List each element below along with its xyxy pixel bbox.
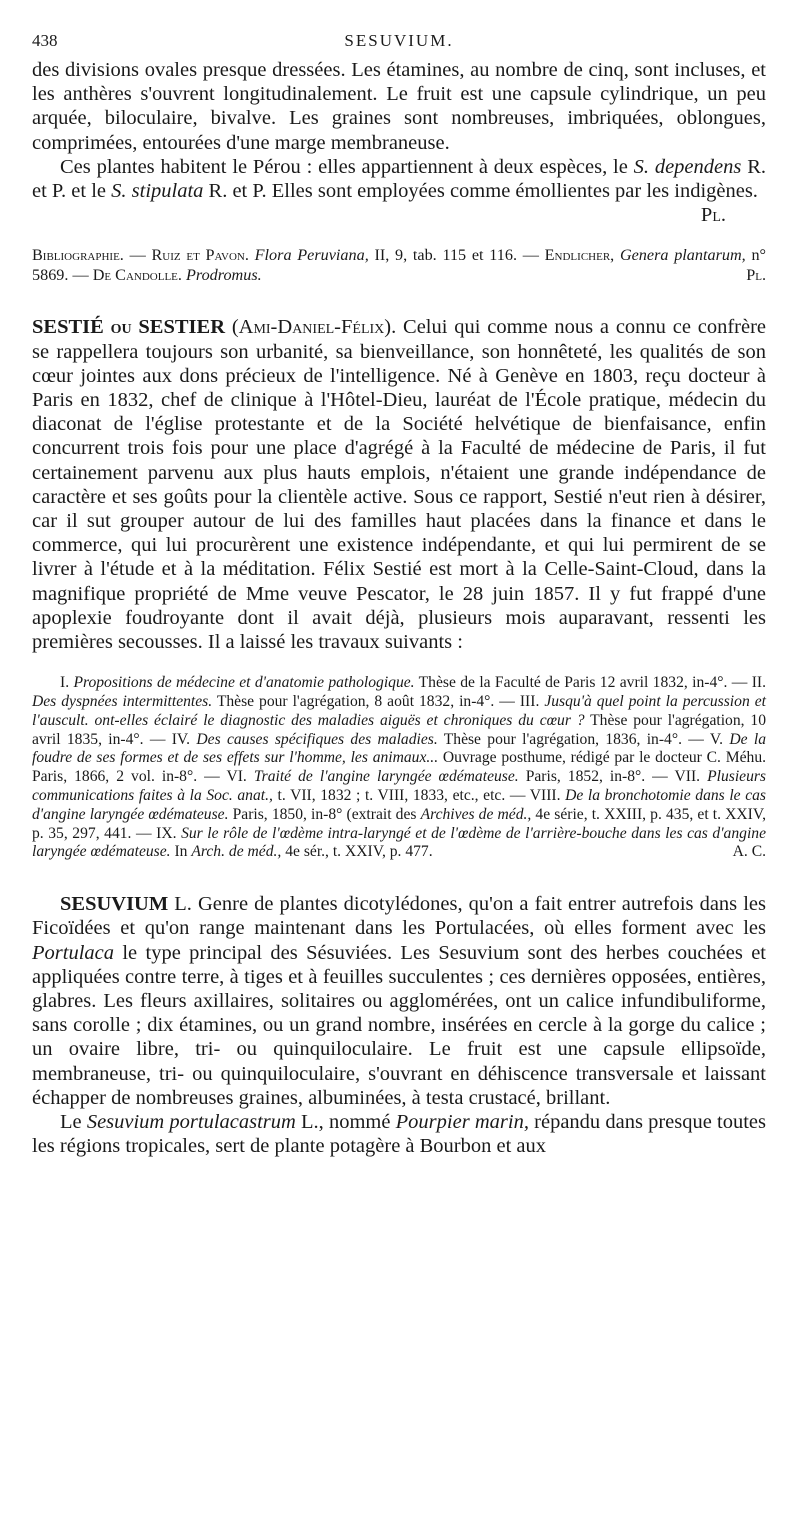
work-entry: IX. Sur le rôle de l'œdème intra-laryngé et de l'œdème de l'arrière-bouche dans les cas d'angine laryngée œdémateuse. In [32, 824, 766, 861]
species-name: S. stipulata [111, 180, 204, 203]
work-title: Arch. de méd., [191, 843, 282, 861]
work-title: Des dyspnées intermittentes. [32, 693, 213, 711]
work-entry: VI. Traité de l'angine laryngée œdémateuse. Paris, 1852, in-8°. — [226, 768, 675, 786]
work-entry: II. Des dyspnées intermittentes. Thèse pour l'agrégation, 8 août 1832, in-4°. — [32, 674, 766, 711]
work-entry: Archives de méd., 4e série, t. XXIII, p. 435, et t. XXIV, p. 35, 297, 441. — [32, 805, 767, 842]
sesuvium-article: SESUVIUM L. Genre de plantes dicotylédones, qu'on a fait entrer autrefois dans les Ficoïdées et qu'on range maintenant dans les Portulacées, où elles forment avec les Portulaca le type principal des Sésuviées. Les Sesuvium sont des herbes couchées et appliquées contre terre, à tiges et à feuilles succulentes ; ces dernières opposées, entières, glabres. Les fleurs axillaires, solitaires ou agglomérées, ont un calice infundibuliforme, sans corolle ; dix étamines, ou un grand nombre, insérées en cercle à la gorge du calice ; un ovaire libre, tri- ou quinquiloculaire. Le fruit est une capsule ellipsoïde, membraneuse, tri- ou quinquiloculaire, s'ouvrant en déhiscence transversale et laissant échapper de nombreuses graines, albuminées, à testa crustacé, brillant. [32, 893, 766, 1109]
work-title: Des causes spécifiques des maladies. [196, 730, 438, 748]
work-title: Plusieurs communications faites à la Soc. anat., [32, 768, 767, 805]
work-title: Propositions de médecine et d'anatomie pathologique. [73, 674, 415, 692]
work-title: De la bronchotomie dans le cas d'angine laryngée œdémateuse. [32, 787, 767, 823]
species-name: S. dependens [633, 155, 742, 178]
signature: A. C. [732, 843, 766, 861]
work-title: Archives de méd., [420, 805, 532, 823]
headword: SESTIÉ ou SESTIER [32, 316, 226, 339]
work-entry: III. Jusqu'à quel point la percussion et l'auscult. ont-elles éclairé le diagnostic des maladies aiguës et chroniques du cœur ? Thèse pour l'agrégation, 10 avril 1835, in-4°. — [32, 693, 766, 748]
running-title: SESUVIUM. [344, 31, 454, 50]
work-title: Traité de l'angine laryngée œdémateuse. [253, 768, 519, 786]
work-entry: IV. Des causes spécifiques des maladies. Thèse pour l'agrégation, 1836, in-4°. — [171, 730, 710, 748]
page-number: 438 [32, 31, 58, 50]
work-title: Sur le rôle de l'œdème intra-laryngé et de l'œdème de l'arrière-bouche dans les cas d'angine laryngée œdémateuse. [32, 824, 766, 861]
work-entry: VIII. De la bronchotomie dans le cas d'angine laryngée œdémateuse. Paris, 1850, in-8° (extrait des [32, 787, 767, 823]
signature: Pl. [700, 204, 726, 227]
habitat-paragraph: Ces plantes habitent le Pérou : elles appartiennent à deux espèces, le S. dependens R. et P. et le S. stipulata R. et P. Elles sont employées comme émollientes par les indigènes. [32, 155, 766, 203]
work-entry: V. De la foudre de ses formes et de ses effets sur l'homme, les animaux... Ouvrage posthume, rédigé par le docteur C. Méhu. Paris, 1866, 2 vol. in-8°. — [32, 730, 767, 786]
sestie-article: SESTIÉ ou SESTIER (Ami-Daniel-Félix). Celui qui comme nous a connu ce confrère se rappellera toujours son urbanité, sa bienveillance, son honnêteté, les qualités de son cœur jointes aux dons précieux de l'intelligence. Né à Genève en 1803, reçu docteur à Paris en 1832, chef de clinique à l'Hôtel-Dieu, lauréat de l'École pratique, médecin du diaconat de l'église protestante et de la Société helvétique de bienfaisance, enfin concurrent trois fois pour une place d'agrégé à la Faculté de médecine de Paris, il fut certainement parvenu aux plus hauts emplois, n'étaient une grande indépendance de caractère et ses goûts pour la clientèle active. Sous ce rapport, Sestié n'eut rien à désirer, car il sut grouper autour de lui des familles haut placées dans la finance et dans le commerce, qui lui procurèrent une existence indépendante, et qui lui permirent de se livrer à l'étude et à la méditation. Félix Sestié est mort à la Celle-Saint-Cloud, dans la magnifique propriété de Mme veuve Pescator, le 28 juin 1857. Il y fut frappé d'une apoplexie foudroyante dont il avait déjà, plusieurs mois auparavant, ressenti les premières secousses. Il a laissé les travaux suivants : [32, 316, 766, 654]
work-title: Jusqu'à quel point la percussion et l'auscult. ont-elles éclairé le diagnostic des maladies aiguës et chroniques du cœur ? [32, 693, 766, 729]
intro-paragraph: des divisions ovales presque dressées. Les étamines, au nombre de cinq, sont incluses, et les anthères s'ouvrent longitudinalement. Le fruit est une capsule cylindrique, un peu arquée, biloculaire, bivalve. Les graines sont nombreuses, imbriquées, oblongues, comprimées, entourées d'une marge membraneuse. [32, 59, 766, 154]
work-title: De la foudre de ses formes et de ses effets sur l'homme, les animaux... [32, 730, 766, 767]
sesuvium-paragraph-2: Le Sesuvium portulacastrum L., nommé Pourpier marin, répandu dans presque toutes les régions tropicales, sert de plante potagère à Bourbon et aux [32, 1111, 767, 1158]
bibliography: Bibliographie. — Ruiz et Pavon. Flora Peruviana, II, 9, tab. 115 et 116. — Endlicher, Genera plantarum, n° 5869. — De Candolle. Prodromus. Pl. [32, 246, 767, 285]
page [32, 30, 766, 1158]
work-entry: Arch. de méd., 4e sér., t. XXIV, p. 477. [191, 843, 433, 861]
headword: SESUVIUM [60, 893, 169, 916]
works-list [32, 674, 766, 862]
work-entry: I. Propositions de médecine et d'anatomie pathologique. Thèse de la Faculté de Paris 12 avril 1832, in-4°. — [60, 674, 752, 692]
signature: Pl. [746, 266, 766, 285]
work-entry: VII. Plusieurs communications faites à la Soc. anat., t. VII, 1832 ; t. VIII, 1833, etc., etc. — [32, 768, 767, 805]
page-header [32, 30, 766, 58]
